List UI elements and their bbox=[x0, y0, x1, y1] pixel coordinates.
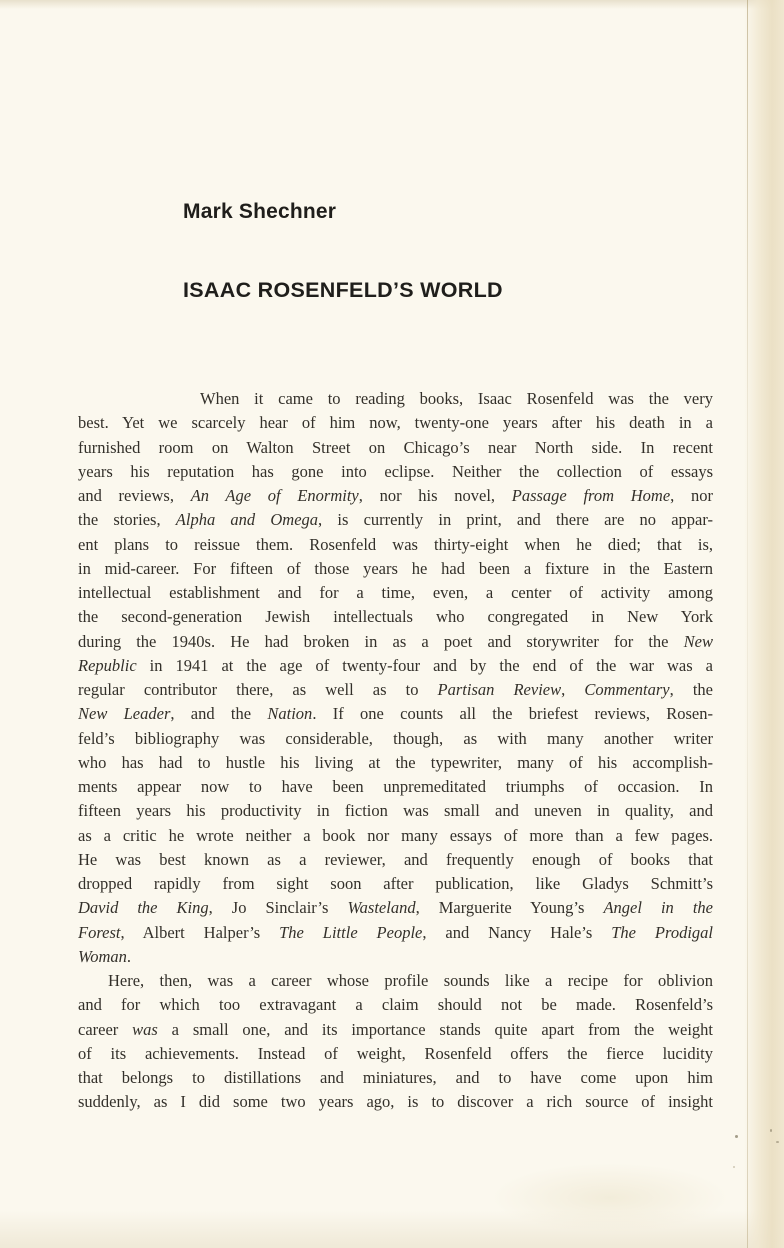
text-run: ments appear now to have been unpremeditated triumphs of occasion. In bbox=[78, 777, 713, 796]
text-line bbox=[78, 557, 713, 581]
text-run: who has had to hustle his living at the typewriter, many of his accomplish- bbox=[78, 752, 713, 772]
text-line bbox=[78, 411, 713, 435]
text-run: , and Nancy Hale’s bbox=[422, 922, 612, 942]
text-run: He was best known as a reviewer, and frequently enough of books that bbox=[78, 849, 713, 869]
italic-book-title: Angel in the bbox=[603, 898, 713, 918]
text-run: , nor his novel, bbox=[358, 486, 512, 505]
text-run: regular contributor there, as well as to bbox=[78, 680, 438, 699]
text-line bbox=[78, 896, 713, 920]
text-line bbox=[78, 751, 713, 775]
text-line bbox=[78, 848, 713, 872]
italic-book-title: was bbox=[132, 1019, 158, 1039]
italic-book-title: Wasteland bbox=[347, 898, 416, 918]
text-line bbox=[78, 654, 713, 678]
text-run: , nor bbox=[670, 486, 713, 505]
italic-book-title: Alpha and Omega bbox=[175, 510, 319, 530]
text-line bbox=[78, 1066, 713, 1090]
text-run: , Jo Sinclair’s bbox=[208, 898, 348, 918]
text-run: , the bbox=[669, 680, 713, 699]
text-run: , and the bbox=[170, 704, 268, 724]
text-line bbox=[78, 630, 713, 654]
text-run: , Marguerite Young’s bbox=[415, 898, 604, 918]
text-run: suddenly, as I did some two years ago, is to discover a rich source of insight bbox=[78, 1092, 713, 1112]
text-run: best. Yet we scarcely hear of him now, twenty-one years after his death in a bbox=[78, 413, 713, 433]
text-run: ent plans to reissue them. Rosenfeld was thirty-eight when he died; that is, bbox=[78, 534, 713, 554]
text-run: and for which too extravagant a claim should not be made. Rosenfeld’s bbox=[78, 995, 713, 1015]
text-run: years his reputation has gone into eclipse. Neither the collection of essays bbox=[78, 461, 713, 481]
italic-book-title: The Prodigal bbox=[611, 922, 713, 942]
text-line bbox=[78, 993, 713, 1017]
text-run: in mid-career. For fifteen of those years he had been a fixture in the Eastern bbox=[78, 558, 713, 578]
text-run: , is currently in print, and there are no appar- bbox=[318, 510, 713, 530]
text-line bbox=[78, 824, 713, 848]
italic-book-title: Nation bbox=[267, 704, 313, 724]
text-run: career bbox=[78, 1019, 133, 1039]
text-run: a small one, and its importance stands quite apart from the weight bbox=[157, 1019, 713, 1039]
ink-speck bbox=[776, 1141, 779, 1143]
text-line bbox=[78, 727, 713, 751]
italic-book-title: Commentary bbox=[584, 680, 670, 699]
italic-book-title: Forest bbox=[78, 922, 121, 942]
text-run: dropped rapidly from sight soon after publication, like Gladys Schmitt’s bbox=[78, 874, 713, 893]
text-line bbox=[78, 508, 713, 532]
italic-book-title: Partisan Review bbox=[437, 680, 562, 699]
text-run: during the 1940s. He had broken in as a poet and storywriter for the bbox=[78, 631, 684, 651]
text-line bbox=[78, 775, 713, 799]
text-line bbox=[78, 799, 713, 823]
text-run: furnished room on Walton Street on Chicago’s near North side. In recent bbox=[78, 437, 713, 457]
text-run: fifteen years his productivity in fiction was small and uneven in quality, and bbox=[78, 801, 713, 821]
text-line bbox=[78, 1042, 713, 1066]
text-line bbox=[78, 484, 713, 508]
text-run: Here, then, was a career whose profile sounds like a recipe for oblivion bbox=[108, 971, 713, 990]
text-line bbox=[78, 872, 713, 896]
text-run: in 1941 at the age of twenty-four and by the end of the war was a bbox=[136, 655, 713, 675]
italic-book-title: The Little People bbox=[279, 922, 423, 942]
text-line bbox=[78, 969, 713, 993]
text-line bbox=[78, 436, 713, 460]
body-text bbox=[78, 387, 713, 1115]
text-run: of its achievements. Instead of weight, Rosenfeld offers the fierce lucidity bbox=[78, 1043, 713, 1063]
text-run: . If one counts all the briefest reviews, Rosen- bbox=[312, 704, 713, 724]
text-line bbox=[78, 678, 713, 702]
text-run: intellectual establishment and for a time, even, a center of activity among bbox=[78, 583, 713, 602]
text-run: . bbox=[126, 946, 132, 966]
page-title: ISAAC ROSENFELD’S WORLD bbox=[183, 278, 503, 302]
text-line bbox=[78, 533, 713, 557]
text-run: feld’s bibliography was considerable, though, as with many another writer bbox=[78, 728, 713, 748]
italic-book-title: Republic bbox=[78, 655, 137, 675]
page-edge-crease bbox=[747, 0, 748, 1248]
italic-book-title: David the King bbox=[78, 898, 209, 918]
text-run: , Albert Halper’s bbox=[120, 922, 280, 942]
text-run: as a critic he wrote neither a book nor many essays of more than a few pages. bbox=[78, 825, 713, 845]
page-edge-shadow bbox=[744, 0, 784, 1248]
italic-book-title: New bbox=[683, 631, 713, 651]
italic-book-title: New Leader bbox=[78, 704, 171, 724]
text-run: that belongs to distillations and miniatures, and to have come upon him bbox=[78, 1068, 713, 1087]
text-run: and reviews, bbox=[78, 486, 191, 505]
italic-book-title: An Age of Enormity bbox=[190, 486, 359, 505]
text-run: When it came to reading books, Isaac Rosenfeld was the very bbox=[200, 389, 713, 408]
text-line bbox=[78, 921, 713, 945]
text-run: , bbox=[561, 680, 585, 699]
ink-speck bbox=[733, 1166, 735, 1168]
text-run: the second-generation Jewish intellectuals who congregated in New York bbox=[78, 607, 713, 627]
author-name: Mark Shechner bbox=[183, 200, 337, 223]
text-line bbox=[78, 605, 713, 629]
text-line bbox=[78, 945, 713, 969]
italic-book-title: Passage from Home bbox=[511, 486, 671, 505]
text-line bbox=[78, 460, 713, 484]
ink-speck bbox=[770, 1129, 772, 1132]
text-line bbox=[78, 1090, 713, 1114]
text-line bbox=[78, 581, 713, 605]
text-line bbox=[78, 702, 713, 726]
text-line bbox=[78, 387, 713, 411]
text-run: the stories, bbox=[78, 510, 176, 530]
text-line bbox=[78, 1018, 713, 1042]
italic-book-title: Woman bbox=[78, 946, 127, 966]
ink-speck bbox=[735, 1135, 738, 1138]
